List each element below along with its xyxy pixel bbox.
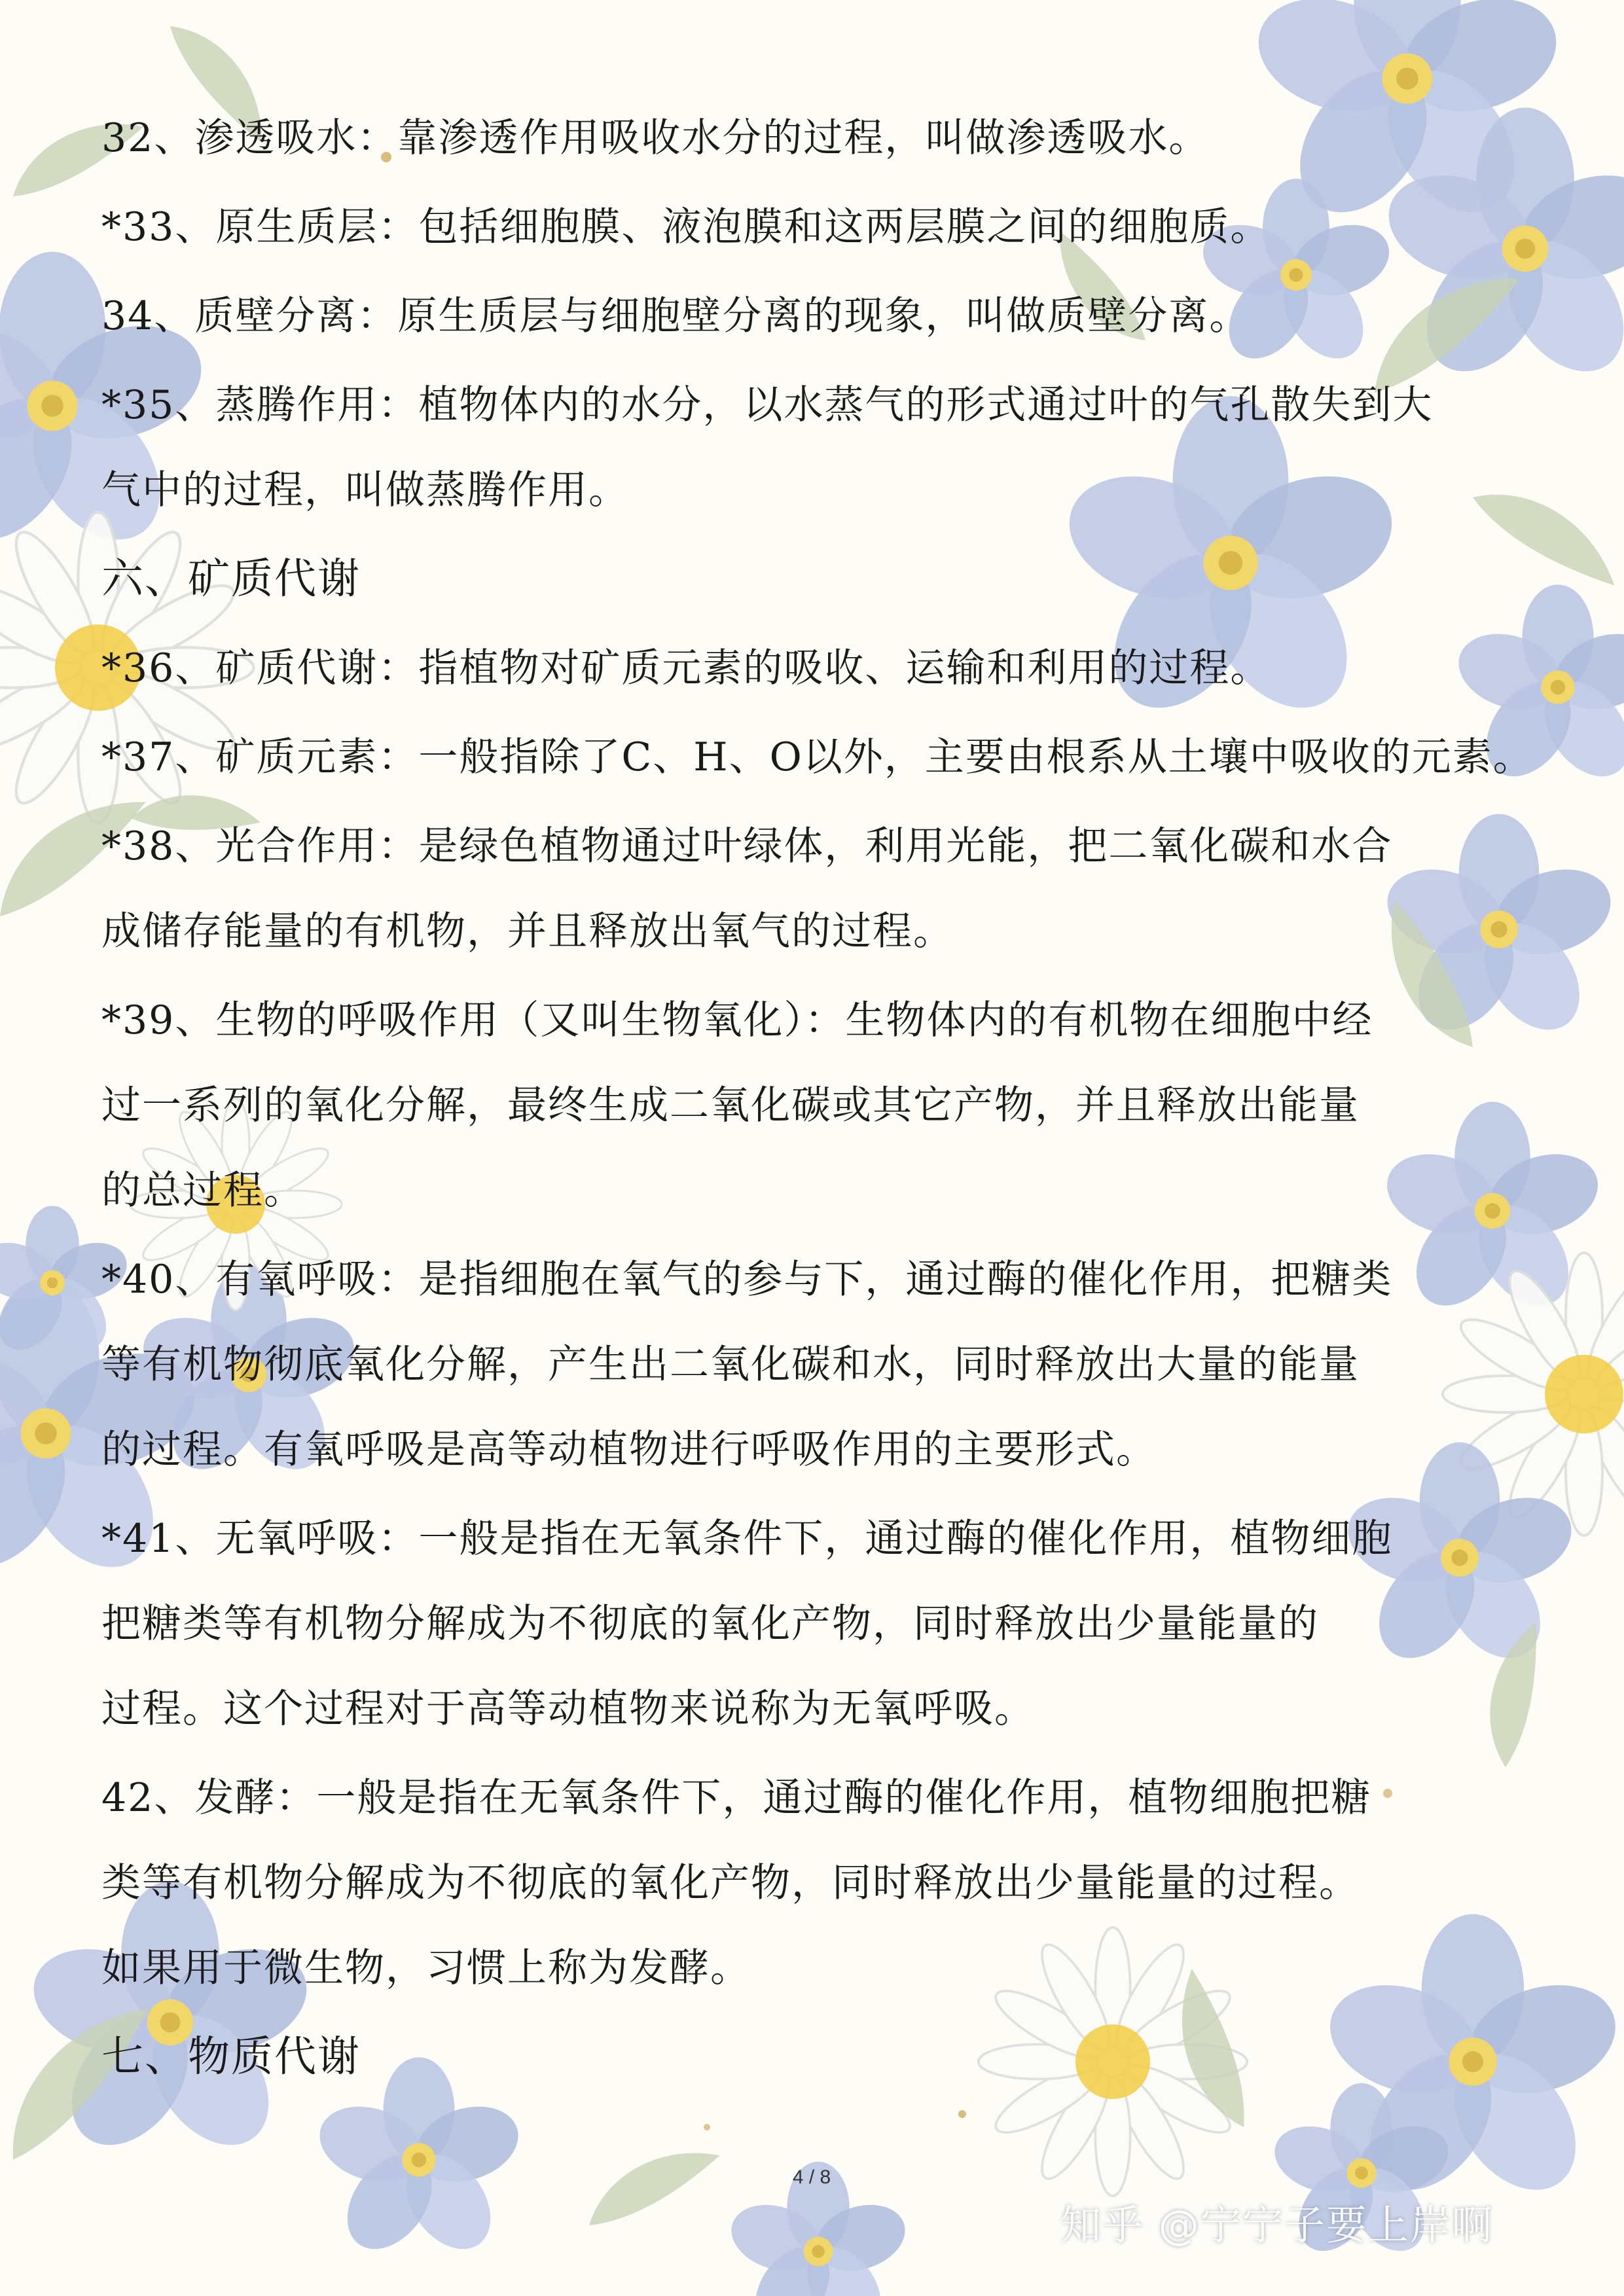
paragraph-line: 的过程。有氧呼吸是高等动植物进行呼吸作用的主要形式。 (101, 1427, 1157, 1473)
paragraph (101, 363, 1535, 533)
paragraph-line: 等有机物彻底氧化分解，产生出二氧化碳和水，同时释放出大量的能量 (101, 1342, 1360, 1388)
document-body (101, 92, 1535, 2100)
paragraph-line: 气中的过程，叫做蒸腾作用。 (101, 467, 629, 513)
paragraph-line: 42、发酵：一般是指在无氧条件下，通过酶的催化作用，植物细胞把糖 (101, 1775, 1372, 1821)
section-heading (101, 2015, 1535, 2100)
paragraph (101, 96, 1535, 181)
heading-text: 六、矿质代谢 (101, 555, 361, 603)
paragraph-line: *41、无氧呼吸：一般是指在无氧条件下，通过酶的催化作用，植物细胞 (101, 1516, 1393, 1562)
paragraph-line: 过程。这个过程对于高等动植物来说称为无氧呼吸。 (101, 1686, 1035, 1732)
paragraph-line: 类等有机物分解成为不彻底的氧化产物，同时释放出少量能量的过程。 (101, 1860, 1360, 1906)
paragraph-line: *33、原生质层：包括细胞膜、液泡膜和这两层膜之间的细胞质。 (101, 204, 1271, 250)
paragraph (101, 1496, 1535, 1751)
paragraph-line: 过一系列的氧化分解，最终生成二氧化碳或其它产物，并且释放出能量 (101, 1083, 1360, 1128)
paragraph (101, 274, 1535, 359)
page-number: 4 / 8 (792, 2166, 831, 2188)
paragraph-line: 把糖类等有机物分解成为不彻底的氧化产物，同时释放出少量能量的 (101, 1601, 1319, 1647)
paragraph (101, 1755, 1535, 2011)
paragraph-line: *35、蒸腾作用：植物体内的水分，以水蒸气的形式通过叶的气孔散失到大 (101, 382, 1434, 428)
paragraph-line: 32、渗透吸水：靠渗透作用吸收水分的过程，叫做渗透吸水。 (101, 115, 1210, 161)
paragraph (101, 626, 1535, 711)
section-heading (101, 537, 1535, 622)
paragraph-line: *40、有氧呼吸：是指细胞在氧气的参与下，通过酶的催化作用，把糖类 (101, 1257, 1393, 1302)
paragraph (101, 978, 1535, 1233)
paragraph (101, 804, 1535, 974)
paragraph-line: *37、矿质元素：一般指除了C、H、O以外，主要由根系从土壤中吸收的元素。 (101, 734, 1534, 780)
paragraph (101, 715, 1535, 800)
paragraph-line: *36、矿质代谢：指植物对矿质元素的吸收、运输和利用的过程。 (101, 645, 1271, 691)
paragraph-line: 的总过程。 (101, 1168, 304, 1213)
paragraph-line: 34、质壁分离：原生质层与细胞壁分离的现象，叫做质壁分离。 (101, 293, 1250, 339)
paragraph-line: 成储存能量的有机物，并且释放出氧气的过程。 (101, 908, 954, 954)
paragraph-line: *38、光合作用：是绿色植物通过叶绿体，利用光能，把二氧化碳和水合 (101, 823, 1393, 869)
paragraph (101, 185, 1535, 270)
paragraph-line: *39、生物的呼吸作用（又叫生物氧化）：生物体内的有机物在细胞中经 (101, 997, 1373, 1043)
watermark: 知乎 @宁宁子要上岸啊 (1060, 2201, 1494, 2249)
paragraph-line: 如果用于微生物，习惯上称为发酵。 (101, 1945, 751, 1991)
paragraph (101, 1237, 1535, 1492)
heading-text: 七、物质代谢 (101, 2033, 361, 2081)
